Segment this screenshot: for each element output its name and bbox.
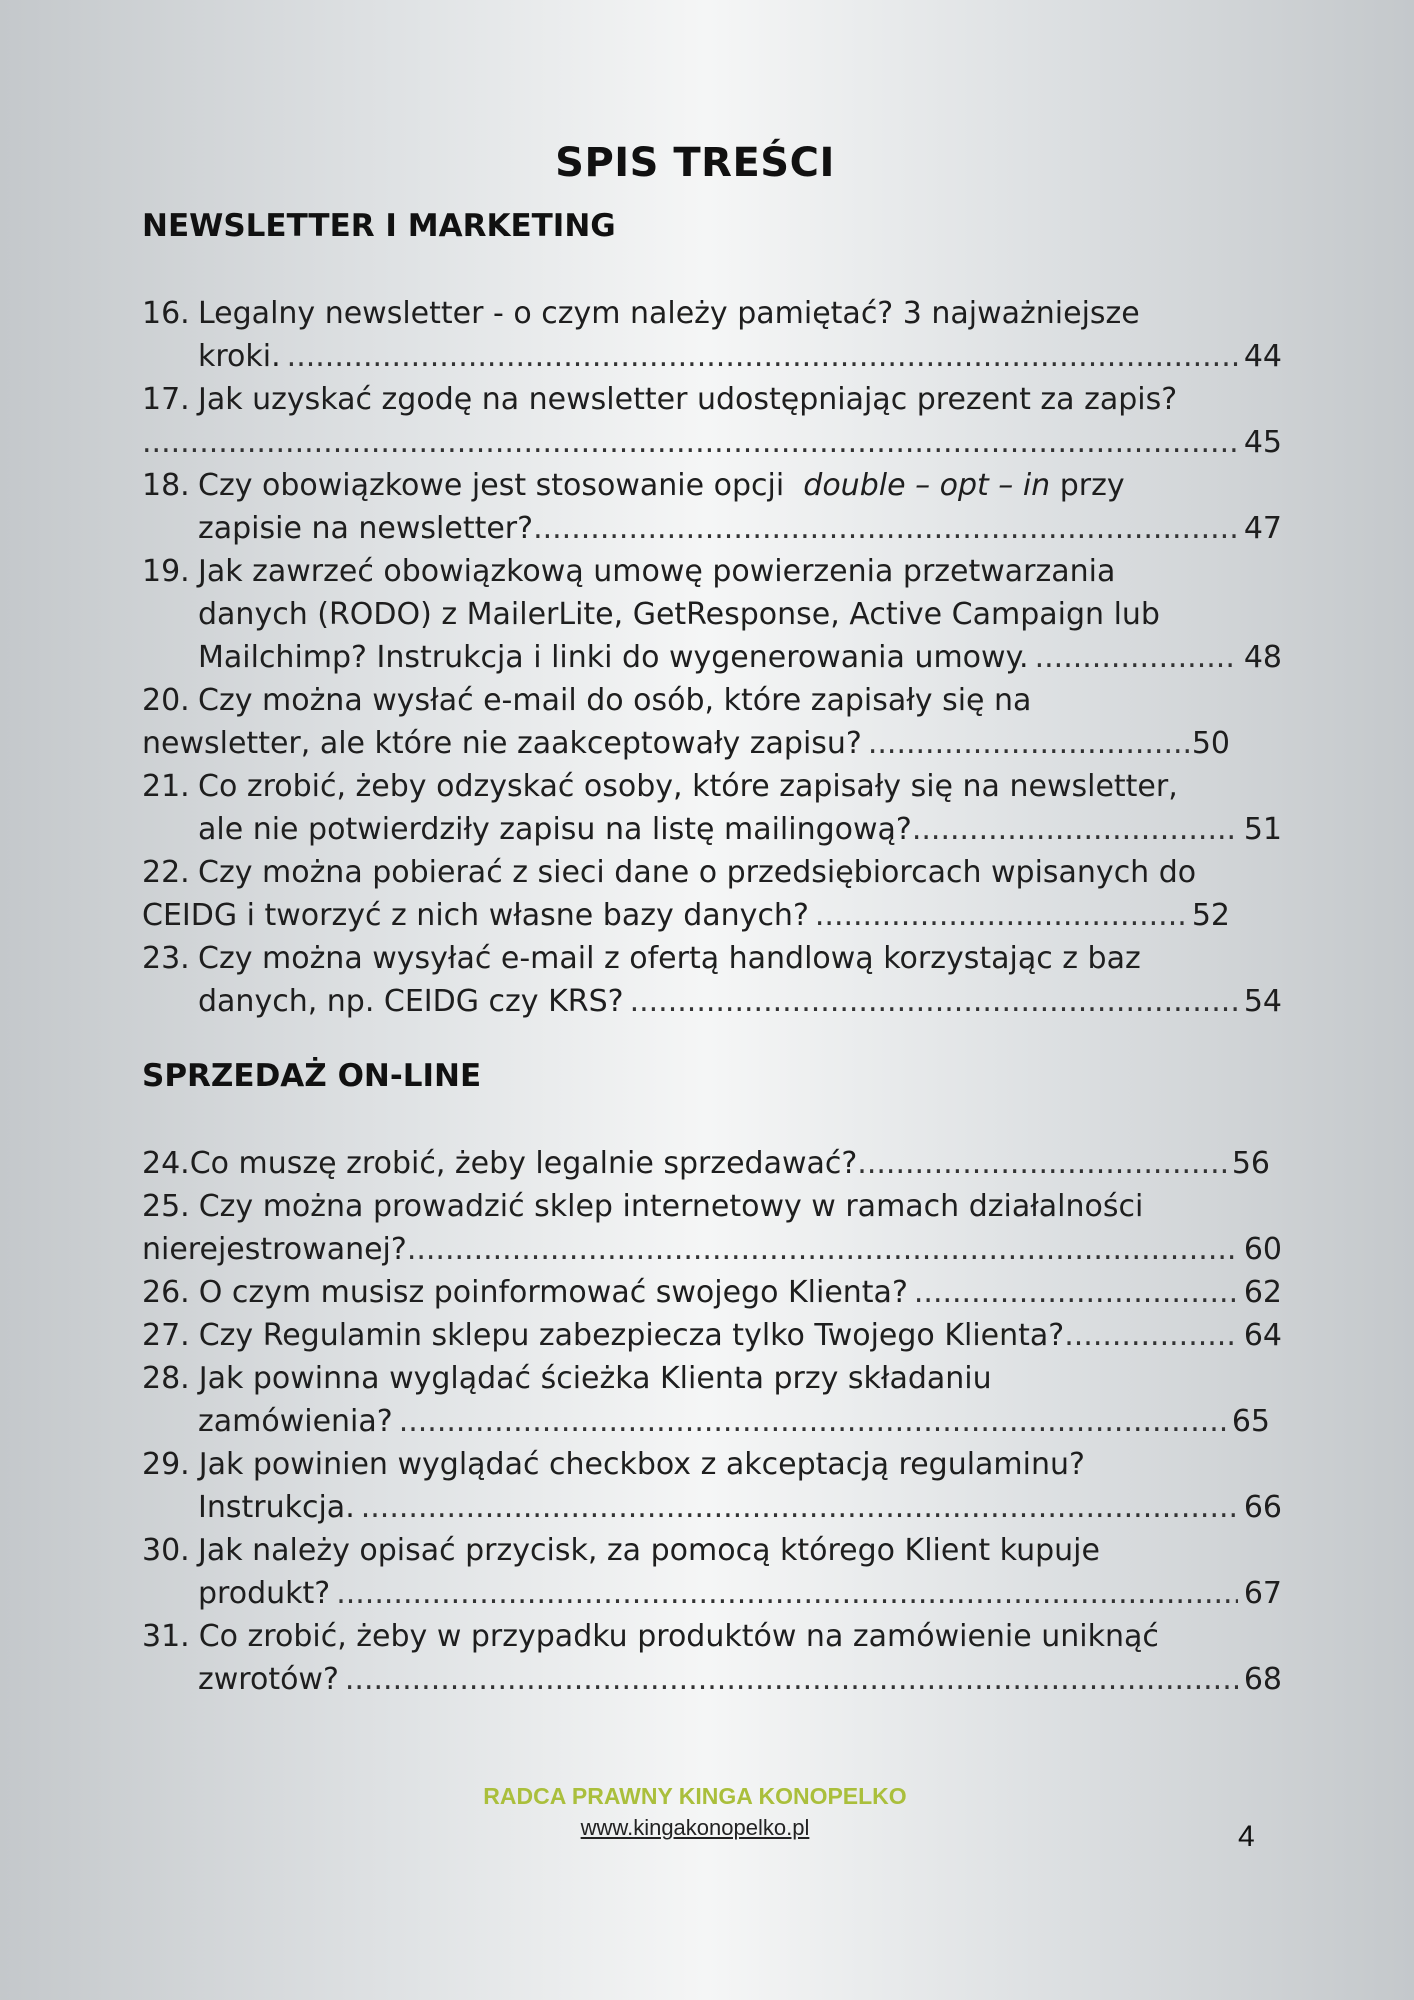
toc-entry-18[interactable]: 18. Czy obowiązkowe jest stosowanie opcji double – opt – in przy zapisie na newsletter? ..... 47 [142,464,1282,550]
toc-entry-23[interactable]: 23. Czy można wysyłać e-mail z ofertą handlową korzystając z baz danych, np. CEIDG czy KRS? ..... 54 [142,937,1282,1023]
footer-website-link[interactable]: www.kingakonopelko.pl [580,1815,810,1840]
dot-leader [1064,1314,1238,1357]
toc-entry-21[interactable]: 21. Co zrobić, żeby odzyskać osoby, które zapisały się na newsletter, ale nie potwierdziły zapisu na listę mailingową? ..... 51 [142,765,1282,851]
dot-leader [361,1486,1238,1529]
toc-entry-22[interactable]: 22. Czy można pobierać z sieci dane o przedsiębiorcach wpisanych do CEIDG i tworzyć z nich własne bazy danych? ..... 52 [142,851,1282,937]
dot-leader [142,421,1238,464]
section-heading-newsletter: NEWSLETTER I MARKETING [142,208,616,244]
page-title: SPIS TREŚCI [555,140,835,186]
toc-newsletter-list [142,292,1282,1023]
toc-entry-16[interactable]: 16. Legalny newsletter - o czym należy pamiętać? 3 najważniejsze kroki. ..... 44 [142,292,1282,378]
dot-leader [399,1400,1226,1443]
dot-leader [287,335,1238,378]
toc-entry-19[interactable]: 19. Jak zawrzeć obowiązkową umowę powierzenia przetwarzania danych (RODO) z MailerLite, GetResponse, Active Campaign lub Mailchimp? Instrukcja i linki do wygenerowania umowy. ..... 48 [142,550,1282,679]
dot-leader [912,808,1238,851]
dot-leader [857,1142,1226,1185]
toc-entry-30[interactable]: 30. Jak należy opisać przycisk, za pomocą którego Klient kupuje produkt? ..... 67 [142,1529,1282,1615]
toc-entry-31[interactable]: 31. Co zrobić, żeby w przypadku produktów na zamówienie uniknąć zwrotów? ..... 68 [142,1615,1282,1701]
dot-leader [815,894,1186,937]
toc-entry-20[interactable]: 20. Czy można wysłać e-mail do osób, które zapisały się na newsletter, ale które nie zaakceptowały zapisu? ..... 50 [142,679,1282,765]
toc-entry-28[interactable]: 28. Jak powinna wyglądać ścieżka Klienta przy składaniu zamówienia? ..... 65 [142,1357,1282,1443]
section-heading-sprzedaz: SPRZEDAŻ ON-LINE [142,1058,482,1094]
toc-entry-17[interactable]: 17. Jak uzyskać zgodę na newsletter udostępniając prezent za zapis? ..... 45 [142,378,1282,464]
dot-leader [914,1271,1238,1314]
toc-entry-24[interactable]: 24. Co muszę zrobić, żeby legalnie sprzedawać? ..... 56 [142,1142,1282,1185]
toc-entry-29[interactable]: 29. Jak powinien wyglądać checkbox z akceptacją regulaminu? Instrukcja. ..... 66 [142,1443,1282,1529]
dot-leader [533,507,1238,550]
dot-leader [1035,636,1238,679]
dot-leader [345,1658,1238,1701]
dot-leader [336,1572,1238,1615]
page-number: 4 [1238,1820,1255,1853]
dot-leader [407,1228,1238,1271]
dot-leader [868,722,1192,765]
toc-entry-25[interactable]: 25. Czy można prowadzić sklep internetowy w ramach działalności nierejestrowanej? ..... 60 [142,1185,1282,1271]
toc-entry-26[interactable]: 26. O czym musisz poinformować swojego Klienta? ..... 62 [142,1271,1282,1314]
dot-leader [630,980,1238,1023]
toc-entry-27[interactable]: 27. Czy Regulamin sklepu zabezpiecza tylko Twojego Klienta? ..... 64 [142,1314,1282,1357]
toc-sprzedaz-list [142,1142,1282,1701]
footer-author-name: RADCA PRAWNY KINGA KONOPELKO [483,1783,907,1809]
